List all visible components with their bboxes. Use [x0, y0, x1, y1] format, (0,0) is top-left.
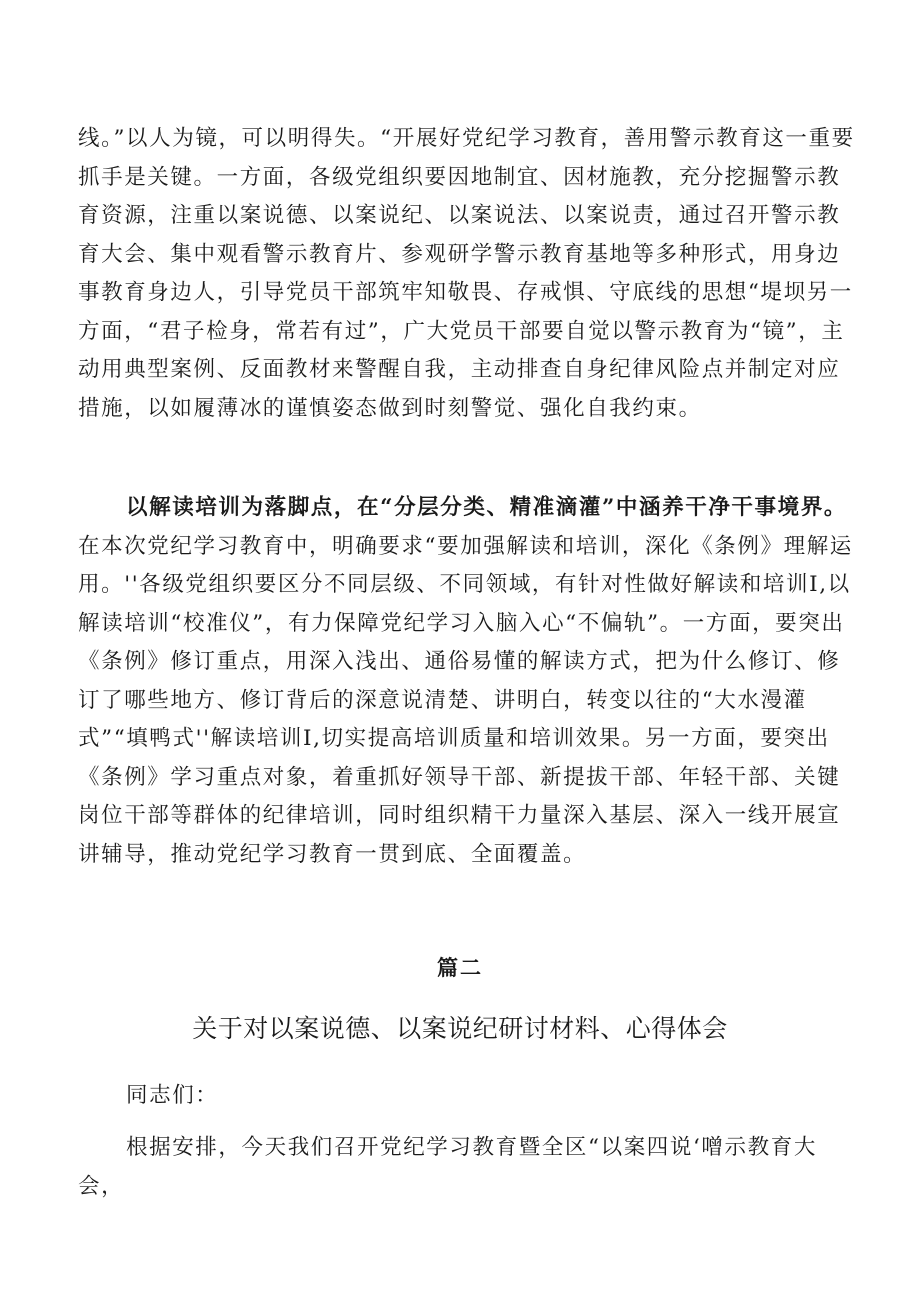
section-label: 篇二 [437, 955, 483, 980]
paragraph-3-text: 根据安排，今天我们召开党纪学习教育暨全区“以案四说‘噌示教育大会， [78, 1135, 817, 1199]
body-paragraph-1 [78, 120, 862, 428]
paragraph-2-text: 在本次党纪学习教育中，明确要求“要加强解读和培训，深化《条例》理解运用。''各级党组织要区分不同层级、不同领域，有针对性做好解读和培训Ι,以解读培训“校准仪”，有力保障党纪学习入脑入心“不偏轨”。一方面，要突出《条例》修订重点，用深入浅出、通俗易懂的解读方式，把为什么修订、修订了哪些地方、修订背后的深意说清楚、讲明白，转变以往的“大水漫灌式”“填鸭式''解读培训Ι,切实提高培训质量和培训效果。另一方面，要突出《条例》学习重点对象，着重抓好领导干部、新提拔干部、年轻干部、关键岗位干部等群体的纪律培训，同时组织精干力量深入基层、深入一线开展宣讲辅导，推动党纪学习教育一贯到底、全面覆盖。 [78, 533, 853, 867]
body-paragraph-2 [78, 489, 862, 874]
paragraph-2-lead: 以解读培训为落脚点，在“分层分类、精准滴灌”中涵养干净干事境界。 [126, 495, 847, 520]
salutation: 同志们： [126, 1083, 219, 1108]
paragraph-1-text: 线。”以人为镜，可以明得失。“开展好党纪学习教育，善用警示教育这一重要抓手是关键。一方面，各级党组织要因地制宜、因材施教，充分挖掘警示教育资源，注重以案说德、以案说纪、以案说法、以案说责，通过召开警示教育大会、集中观看警示教育片、参观研学警示教育基地等多种形式，用身边事教育身边人，引导党员干部筑牢知敬畏、存戒惧、守底线的思想“堤坝另一方面，“君子检身，常若有过”，广大党员干部要自觉以警示教育为“镜”，主动用典型案例、反面教材来警醒自我，主动排查自身纪律风险点并制定对应措施，以如履薄冰的谨慎姿态做到时刻警觉、强化自我约束。 [78, 126, 855, 421]
document-title: 关于对以案说德、以案说纪研讨材料、心得体会 [192, 1014, 728, 1043]
body-paragraph-3 [78, 1129, 862, 1206]
